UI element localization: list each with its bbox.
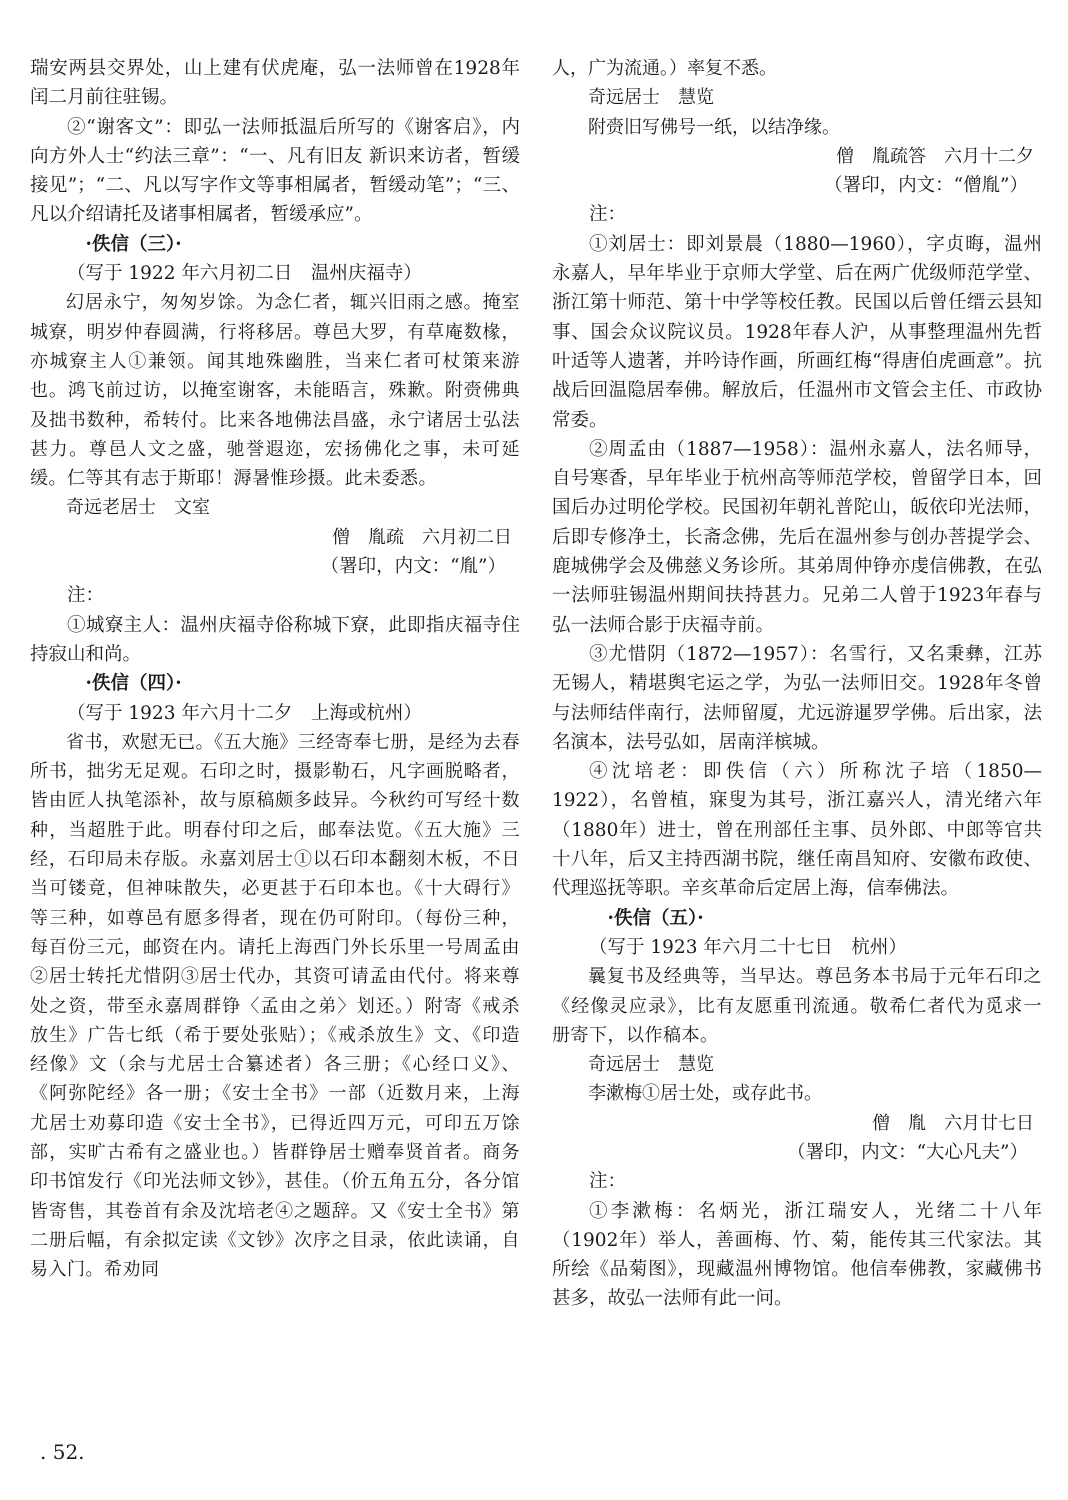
letter-3-seal: （署印，内文：“胤”） (320, 556, 506, 578)
letter-4-heading: ·佚信（四）· (85, 673, 182, 695)
letter-5-note-1: ①李漱梅：名炳光，浙江瑞安人，光绪二十八年（1902年）举人，善画梅、竹、菊，能传其三代家法。其所绘《品菊图》，现藏温州博物馆。他信奉佛教，家藏佛书甚多，故弘一法师有此一问。 (552, 1200, 1042, 1310)
letter-4-note-4: ④沈培老：即佚信（六）所称沈子培（1850—1922），名曾植，寐叟为其号，浙江嘉兴人，清光绪六年（1880年）进士，曾在刑部任主事、员外郎、中郎等官共十八年，后又主持西湖书院，继任南昌知府、安徽布政使、代理巡抚等职。辛亥革命后定居上海，信奉佛法。 (552, 761, 1042, 900)
letter-3-dateline: （写于 1922 年六月初二日 温州庆福寺） (67, 263, 422, 285)
letter-5-notes-label: 注： (589, 1171, 627, 1193)
letter-3-body: 幻居永宁，匆匆岁馀。为念仁者，辄兴旧雨之感。掩室城寮，明岁仲春圆满，行将移居。尊邑大罗，有草庵数椽，亦城寮主人①兼领。闻其地殊幽胜，当来仁者可杖策来游也。鸿飞前过访，以掩室谢客，未能晤言，殊歉。附赍佛典及拙书数种，希转付。比来各地佛法昌盛，永宁诸居士弘法甚力。尊邑人文之盛，驰誉遐迩，宏扬佛化之事，未可延缓。仁等其有志于斯耶！溽暑惟珍摄。此未委悉。 (30, 292, 520, 490)
letter-5-heading: ·佚信（五）· (607, 907, 704, 929)
letter-5-body: 曩复书及经典等，当早达。尊邑务本书局于元年石印之《经像灵应录》，比有友愿重刊流通。敬希仁者代为觅求一册寄下，以作稿本。 (552, 966, 1042, 1046)
paragraph-note-continued: 瑞安两县交界处，山上建有伏虎庵，弘一法师曾在1928年闰二月前往驻锡。 (30, 58, 520, 109)
letter-4-notes-label: 注： (589, 204, 627, 226)
letter-4-seal: （署印，内文：“僧胤”） (824, 175, 1028, 197)
letter-4-dateline: （写于 1923 年六月十二夕 上海或杭州） (67, 702, 422, 724)
paragraph-note-2: ②“谢客文”：即弘一法师抵温后所写的《谢客启》，内向方外人士“约法三章”：“一、凡有旧友 新识来访者，暂缓接见”；“二、凡以写字作文等事相属者，暂缓动笔”；“三、凡以介绍请托及诸事相属者，暂缓承应”。 (30, 116, 520, 226)
letter-4-signature: 僧 胤疏答 六月十二夕 (836, 145, 1034, 167)
letter-3-notes-label: 注： (67, 585, 105, 607)
letter-5-dateline: （写于 1923 年六月二十七日 杭州） (589, 936, 907, 958)
letter-4-body-continued: 人，广为流通。）率复不悉。 (552, 58, 777, 79)
letter-5-postscript: 李漱梅①居士处，或存此书。 (588, 1083, 822, 1105)
left-column (30, 54, 520, 1284)
letter-4-note-2: ②周孟由（1887—1958）：温州永嘉人，法名师导，自号寒香，早年毕业于杭州高等师范学校，曾留学日本，回国后办过明伦学校。民国初年朝礼普陀山，皈依印光法师，后即专修净土，长斋念佛，先后在温州参与创办菩提学会、鹿城佛学会及佛慈义务诊所。其弟周仲铮亦虔信佛教，在弘一法师驻锡温州期间扶持甚力。兄弟二人曾于1923年春与弘一法师合影于庆福寺前。 (552, 438, 1042, 636)
letter-3-heading: ·佚信（三）· (85, 233, 182, 255)
letter-3-signature: 僧 胤疏 六月初二日 (332, 526, 512, 548)
letter-4-postscript: 附赍旧写佛号一纸，以结净缘。 (588, 116, 840, 138)
letter-5-addressee: 奇远居士 慧览 (588, 1054, 714, 1076)
letter-3-note-1: ①城寮主人：温州庆福寺俗称城下寮，此即指庆福寺住持寂山和尚。 (30, 614, 520, 665)
letter-3-addressee: 奇远老居士 文室 (66, 497, 210, 519)
letter-4-addressee: 奇远居士 慧览 (588, 87, 714, 109)
letter-4-note-3: ③尤惜阴（1872—1957）：名雪行，又名秉彝，江苏无锡人，精堪舆宅运之学，为弘一法师旧交。1928年冬曾与法师结伴南行，法师留厦，尤远游暹罗学佛。后出家，法名演本，法号弘如，居南洋槟城。 (552, 643, 1042, 753)
letter-5-signature: 僧 胤 六月廿七日 (872, 1112, 1034, 1134)
right-column (552, 54, 1042, 1314)
letter-4-note-1: ①刘居士：即刘景晨（1880—1960），字贞晦，温州永嘉人，早年毕业于京师大学堂、后在两广优级师范学堂、浙江第十师范、第十中学等校任教。民国以后曾任缙云县知事、国会众议院议员。1928年春人沪，从事整理温州先哲叶适等人遗著，并吟诗作画，所画红梅“得唐伯虎画意”。抗战后回温隐居奉佛。解放后，任温州市文管会主任、市政协常委。 (552, 233, 1042, 431)
page-number: . 52. (40, 1440, 85, 1464)
letter-4-body: 省书，欢慰无已。《五大施》三经寄奉七册，是经为去春所书，拙劣无足观。石印之时，摄影勒石，凡字画脱略者，皆由匠人执笔添补，故与原稿颇多歧异。今秋约可写经十数种，当超胜于此。明春付印之后，邮奉法览。《五大施》三经，石印局未存版。永嘉刘居士①以石印本翻刻木板，不日当可镂竟，但神味散失，必更甚于石印本也。《十大碍行》等三种，如尊邑有愿多得者，现在仍可附印。（每份三种，每百份三元，邮资在内。请托上海西门外长乐里一号周孟由②居士转托尤惜阴③居士代办，其资可请孟由代付。将来尊处之资，带至永嘉周群铮〈孟由之弟〉划还。）附寄《戒杀放生》广告七纸（希于要处张贴）；《戒杀放生》文、《印造经像》文（余与尤居士合纂述者）各三册；《心经口义》、《阿弥陀经》各一册；《安士全书》一部（近数月来，上海尤居士劝募印造《安士全书》，已得近四万元，可印五万馀部，实旷古希有之盛业也。）皆群铮居士赠奉贤首者。商务印书馆发行《印光法师文钞》，甚佳。（价五角五分，各分馆皆寄售，其卷首有余及沈培老④之题辞。又《安士全书》第二册后幅，有余拟定读《文钞》次序之目录，依此读诵，自易入门。希劝同 (30, 731, 520, 1281)
letter-5-seal: （署印，内文：“大心凡夫”） (787, 1141, 1028, 1163)
